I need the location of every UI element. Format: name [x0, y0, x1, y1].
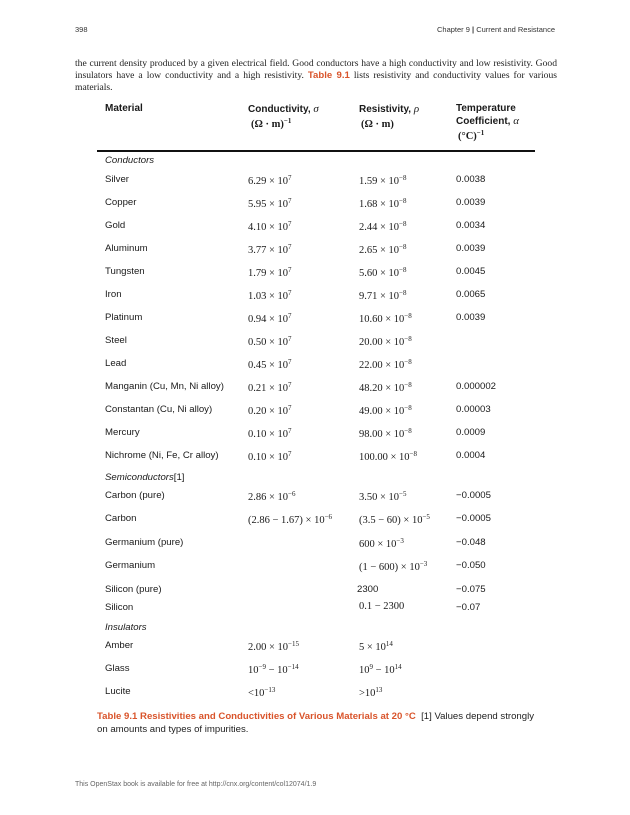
material-cell: Carbon [105, 513, 137, 524]
resistivity-tail-base: − 10 [373, 665, 395, 676]
resistivity-base: 22.00 × 10 [359, 360, 405, 371]
resistivity-base: 9.71 × 10 [359, 291, 400, 302]
alpha-cell: 0.0065 [456, 289, 486, 300]
conductivity-base: 5.95 × 10 [248, 199, 289, 210]
conductivity-cell [248, 492, 296, 503]
intro-paragraph [75, 58, 557, 94]
header-temperature-unit [458, 131, 484, 142]
page-number: 398 [75, 25, 88, 34]
resistivity-exponent: −8 [399, 197, 407, 205]
resistivity-cell: 0.1 − 2300 [359, 601, 405, 612]
material-cell: Aluminum [105, 243, 148, 254]
table-reference-link[interactable]: Table 9.1 [307, 70, 350, 81]
material-cell: Copper [105, 197, 137, 208]
header-resistivity [359, 103, 419, 116]
material-cell: Manganin (Cu, Mn, Ni alloy) [105, 381, 224, 392]
alpha-cell: −0.0005 [456, 513, 491, 524]
conductivity-cell [248, 360, 292, 371]
semiconductors-footnote[interactable]: [1] [173, 472, 185, 483]
material-cell: Carbon (pure) [105, 490, 165, 501]
alpha-cell: 0.0004 [456, 450, 486, 461]
conductivity-exponent: 7 [288, 450, 292, 458]
header-coefficient-label: Coefficient, [456, 116, 511, 127]
conductivity-tail-base: − 10 [265, 665, 288, 676]
conductivity-cell [248, 429, 292, 440]
resistivity-base: 49.00 × 10 [359, 406, 405, 417]
conductivity-cell [248, 337, 292, 348]
resistivity-exponent: −8 [399, 220, 407, 228]
resistivity-base: 2.65 × 10 [359, 245, 400, 256]
resistivity-exponent: −5 [399, 490, 407, 498]
resistivity-exponent: −8 [404, 381, 412, 389]
conductivity-cell [248, 291, 292, 302]
conductivity-base: 10 [248, 665, 259, 676]
resistivity-cell [359, 492, 407, 503]
conductivity-base: 0.94 × 10 [248, 314, 289, 325]
conductivity-exponent: 7 [288, 358, 292, 366]
conductivity-base: 0.45 × 10 [248, 360, 289, 371]
conductivity-unit: (Ω · m) [251, 119, 284, 130]
resistivity-exponent: −8 [399, 289, 407, 297]
header-coefficient [456, 115, 519, 128]
conductivity-cell [248, 314, 292, 325]
header-separator: | [469, 25, 477, 34]
conductivity-cell [248, 268, 292, 279]
resistivity-base: 98.00 × 10 [359, 429, 405, 440]
resistivity-cell [359, 314, 412, 325]
header-conductivity-unit [251, 119, 291, 130]
resistivity-base: 1.59 × 10 [359, 176, 400, 187]
resistivity-exponent: −5 [422, 513, 430, 521]
alpha-cell: −0.07 [456, 602, 481, 613]
resistivity-base: 100.00 × 10 [359, 452, 410, 463]
conductivity-unit-exp: −1 [283, 117, 292, 125]
caption-title: Table 9.1 Resistivities and Conductivities of Various Materials at 20 °C [97, 711, 416, 722]
resistivity-exponent: −3 [419, 560, 428, 568]
conductivity-base: 1.03 × 10 [248, 291, 289, 302]
conductivity-exponent: 7 [288, 174, 292, 182]
resistivity-exponent: −8 [399, 266, 407, 274]
material-cell: Silicon (pure) [105, 584, 162, 595]
resistivity-exponent: −8 [399, 243, 407, 251]
resistivity-cell [359, 176, 407, 187]
alpha-cell: 0.0039 [456, 197, 486, 208]
page-footer: This OpenStax book is available for free at http://cnx.org/content/col12074/1.9 [75, 781, 317, 788]
header-rule [97, 150, 535, 152]
resistivity-base: (3.5 − 60) × 10 [359, 515, 423, 526]
header-conductivity [248, 103, 319, 116]
conductivity-base: 0.20 × 10 [248, 406, 289, 417]
conductivity-cell [248, 176, 292, 187]
resistivity-exponent: −8 [404, 404, 412, 412]
material-cell: Silicon [105, 602, 134, 613]
material-cell: Amber [105, 640, 134, 651]
resistivity-exponent: −8 [404, 312, 412, 320]
resistivity-cell [359, 383, 412, 394]
conductivity-cell [248, 642, 299, 653]
conductivity-base: 0.50 × 10 [248, 337, 289, 348]
running-header [437, 25, 555, 34]
conductivity-exponent: 7 [288, 404, 292, 412]
conductivity-cell [248, 665, 299, 676]
resistivity-base: 600 × 10 [359, 539, 397, 550]
conductivity-base: <10 [248, 688, 265, 699]
section-semiconductors [105, 472, 184, 483]
chapter-title: Current and Resistance [476, 25, 555, 34]
resistivity-cell [359, 268, 407, 279]
section-insulators: Insulators [105, 622, 147, 633]
resistivity-exponent: −8 [399, 174, 407, 182]
resistivity-base: 20.00 × 10 [359, 337, 405, 348]
conductivity-exponent: 7 [288, 266, 292, 274]
resistivity-exponent: −3 [396, 537, 404, 545]
material-cell: Gold [105, 220, 126, 231]
material-cell: Silver [105, 174, 129, 185]
conductivity-base: 2.86 × 10 [248, 492, 289, 503]
resistivity-exponent: −8 [409, 450, 417, 458]
resistivity-cell [359, 539, 404, 550]
material-cell: Platinum [105, 312, 143, 323]
conductivity-base: 0.10 × 10 [248, 429, 289, 440]
resistivity-exponent: −8 [404, 358, 412, 366]
temperature-unit: (°C) [458, 131, 477, 142]
alpha-cell: −0.048 [456, 537, 486, 548]
alpha-cell: 0.0045 [456, 266, 486, 277]
resistivity-base: 10 [359, 665, 370, 676]
resistivity-cell [359, 688, 382, 699]
conductivity-cell [248, 199, 292, 210]
conductivity-base: 3.77 × 10 [248, 245, 289, 256]
conductivity-cell [248, 452, 292, 463]
material-cell: Iron [105, 289, 122, 300]
conductivity-cell [248, 383, 292, 394]
material-cell: Lead [105, 358, 127, 369]
alpha-cell: 0.0034 [456, 220, 486, 231]
resistivity-exponent: −8 [404, 427, 412, 435]
conductivity-cell [248, 515, 332, 526]
conductivity-exponent: 7 [288, 381, 292, 389]
alpha-cell: 0.0039 [456, 243, 486, 254]
material-cell: Steel [105, 335, 127, 346]
material-cell: Mercury [105, 427, 140, 438]
resistivity-base: 10.60 × 10 [359, 314, 405, 325]
resistivity-base: 3.50 × 10 [359, 492, 400, 503]
resistivity-cell [359, 642, 393, 653]
conductivity-exponent: 7 [288, 427, 292, 435]
alpha-cell: 0.0039 [456, 312, 486, 323]
resistivity-exponent: −8 [404, 335, 412, 343]
material-cell: Glass [105, 663, 130, 674]
resistivity-cell [359, 665, 402, 676]
header-conductivity-label: Conductivity, [248, 104, 311, 115]
conductivity-cell [248, 688, 275, 699]
resistivity-base: 2.44 × 10 [359, 222, 400, 233]
conductivity-exponent: 7 [288, 289, 292, 297]
resistivity-base: 5.60 × 10 [359, 268, 400, 279]
resistivity-cell: 2300 [357, 584, 379, 595]
conductivity-base: 0.10 × 10 [248, 452, 289, 463]
conductivity-exponent: −13 [264, 686, 276, 694]
resistivity-cell [359, 360, 412, 371]
alpha-cell: 0.0038 [456, 174, 486, 185]
conductivity-base: (2.86 − 1.67) × 10 [248, 515, 325, 526]
conductivity-exponent: 7 [288, 312, 292, 320]
resistivity-cell [359, 515, 430, 526]
conductivity-exponent: −15 [288, 640, 299, 648]
resistivity-base: 5 × 10 [359, 642, 386, 653]
resistivity-base: 1.68 × 10 [359, 199, 400, 210]
material-cell: Lucite [105, 686, 131, 697]
conductivity-exponent: −6 [288, 490, 296, 498]
resistivity-exponent: 9 [369, 663, 373, 671]
conductivity-base: 2.00 × 10 [248, 642, 289, 653]
conductivity-exponent: 7 [288, 335, 292, 343]
caption-note: [1] Values depend strongly on amounts and types of impurities. [97, 711, 534, 735]
material-cell: Nichrome (Ni, Fe, Cr alloy) [105, 450, 219, 461]
conductivity-cell [248, 222, 292, 233]
alpha-cell: 0.000002 [456, 381, 497, 392]
intro-text-before: the current density produced by a given electrical field. Good conductors have a high conductivity and low resistivity. Good insulators have a low conductivity and a high resistivity. [75, 58, 557, 81]
conductivity-base: 4.10 × 10 [248, 222, 289, 233]
alpha-cell: −0.075 [456, 584, 486, 595]
header-resistivity-label: Resistivity, [359, 104, 412, 115]
alpha-cell: −0.0005 [456, 490, 491, 501]
conductivity-exponent: 7 [288, 197, 292, 205]
table-caption [97, 711, 537, 736]
resistivity-cell [359, 406, 412, 417]
rho-symbol: ρ [413, 103, 420, 115]
resistivity-cell [359, 562, 427, 573]
material-cell: Constantan (Cu, Ni alloy) [105, 404, 213, 415]
conductivity-base: 6.29 × 10 [248, 176, 289, 187]
alpha-cell: −0.050 [456, 560, 486, 571]
intro-text-after: lists resistivity and conductivity values for various materials. [75, 70, 557, 93]
resistivity-cell [359, 452, 417, 463]
material-cell: Tungsten [105, 266, 145, 277]
resistivity-cell [359, 291, 407, 302]
conductivity-exponent: 7 [288, 220, 292, 228]
sigma-symbol: σ [313, 103, 319, 115]
conductivity-exponent: −9 [258, 663, 266, 671]
header-material: Material [105, 103, 143, 114]
alpha-symbol: α [513, 115, 520, 127]
resistivity-cell [359, 429, 412, 440]
header-resistivity-unit: (Ω · m) [361, 119, 394, 130]
resistivity-tail-exponent: 14 [394, 663, 402, 671]
resistivity-cell [359, 222, 407, 233]
conductivity-cell [248, 406, 292, 417]
material-cell: Germanium (pure) [105, 537, 184, 548]
conductivity-exponent: −6 [324, 513, 333, 521]
resistivity-cell [359, 199, 407, 210]
temperature-unit-exp: −1 [476, 129, 485, 137]
resistivity-base: (1 − 600) × 10 [359, 562, 420, 573]
conductivity-cell [248, 245, 292, 256]
section-conductors: Conductors [105, 155, 155, 166]
alpha-cell: 0.0009 [456, 427, 486, 438]
conductivity-tail-exponent: −14 [287, 663, 299, 671]
semiconductors-label: Semiconductors [105, 472, 174, 483]
header-temperature: Temperature [456, 103, 516, 114]
chapter-label: Chapter 9 [436, 25, 470, 34]
resistivity-cell [359, 337, 412, 348]
resistivity-cell [359, 245, 407, 256]
resistivity-base: 48.20 × 10 [359, 383, 405, 394]
resistivity-base: >10 [359, 688, 376, 699]
alpha-cell: 0.00003 [456, 404, 491, 415]
conductivity-base: 1.79 × 10 [248, 268, 289, 279]
conductivity-base: 0.21 × 10 [248, 383, 289, 394]
resistivity-exponent: 13 [375, 686, 383, 694]
resistivity-exponent: 14 [385, 640, 393, 648]
material-cell: Germanium [105, 560, 156, 571]
conductivity-exponent: 7 [288, 243, 292, 251]
